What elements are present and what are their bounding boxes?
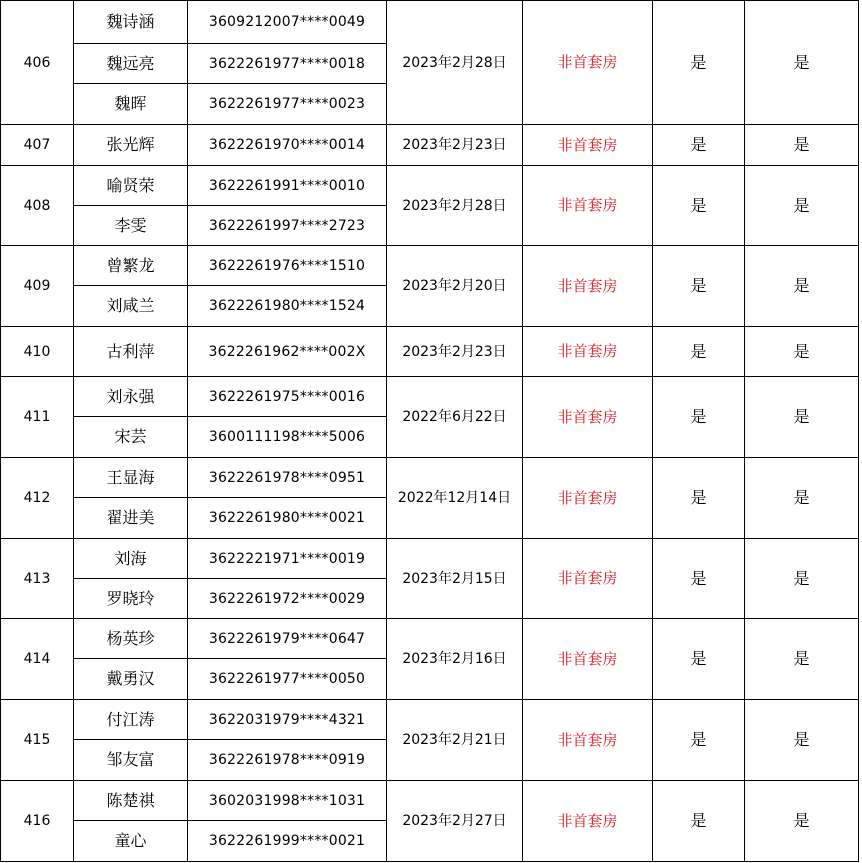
id-number: 3622261970****0014 [188, 125, 387, 166]
housing-type: 非首套房 [523, 327, 653, 377]
registration-date: 2023年2月28日 [387, 166, 523, 246]
housing-type: 非首套房 [523, 539, 653, 619]
id-number: 3622261978****0951 [188, 458, 387, 498]
id-number: 3622261980****1524 [188, 286, 387, 327]
condition-two: 是 [745, 377, 859, 458]
person-name: 魏晖 [74, 84, 188, 125]
person-name: 罗晓玲 [74, 579, 188, 619]
housing-type: 非首套房 [523, 619, 653, 700]
housing-type: 非首套房 [523, 458, 653, 539]
registration-date: 2022年6月22日 [387, 377, 523, 458]
person-name: 魏远亮 [74, 44, 188, 84]
housing-type: 非首套房 [523, 377, 653, 458]
person-name: 宋芸 [74, 417, 188, 458]
record-number: 408 [1, 166, 74, 246]
condition-one: 是 [653, 619, 745, 700]
table-row [1, 700, 859, 740]
condition-two: 是 [745, 327, 859, 377]
condition-two: 是 [745, 619, 859, 700]
person-name: 魏诗涵 [74, 1, 188, 44]
id-number: 3622261997****2723 [188, 206, 387, 246]
id-number: 3622221971****0019 [188, 539, 387, 579]
id-number: 3622261980****0021 [188, 498, 387, 539]
condition-two: 是 [745, 781, 859, 862]
record-number: 414 [1, 619, 74, 700]
id-number: 3622261999****0021 [188, 821, 387, 862]
housing-type: 非首套房 [523, 1, 653, 125]
housing-type: 非首套房 [523, 700, 653, 781]
person-name: 喻贤荣 [74, 166, 188, 206]
condition-two: 是 [745, 539, 859, 619]
record-number: 410 [1, 327, 74, 377]
housing-type: 非首套房 [523, 781, 653, 862]
registration-date: 2023年2月27日 [387, 781, 523, 862]
record-number: 416 [1, 781, 74, 862]
id-number: 3622261977****0050 [188, 659, 387, 700]
condition-one: 是 [653, 1, 745, 125]
table-row [1, 619, 859, 659]
record-number: 409 [1, 246, 74, 327]
person-name: 刘咸兰 [74, 286, 188, 327]
id-number: 3622261972****0029 [188, 579, 387, 619]
person-name: 邹友富 [74, 740, 188, 781]
record-number: 412 [1, 458, 74, 539]
condition-one: 是 [653, 246, 745, 327]
condition-two: 是 [745, 700, 859, 781]
table-row [1, 539, 859, 579]
registration-date: 2023年2月21日 [387, 700, 523, 781]
condition-two: 是 [745, 458, 859, 539]
person-name: 李雯 [74, 206, 188, 246]
condition-one: 是 [653, 377, 745, 458]
person-name: 张光辉 [74, 125, 188, 166]
person-name: 戴勇汉 [74, 659, 188, 700]
person-name: 曾繁龙 [74, 246, 188, 286]
id-number: 3622261962****002X [188, 327, 387, 377]
condition-two: 是 [745, 125, 859, 166]
condition-one: 是 [653, 700, 745, 781]
condition-one: 是 [653, 125, 745, 166]
table-row [1, 166, 859, 206]
condition-two: 是 [745, 166, 859, 246]
person-name: 陈楚祺 [74, 781, 188, 821]
id-number: 3622031979****4321 [188, 700, 387, 740]
registration-date: 2023年2月20日 [387, 246, 523, 327]
person-name: 杨英珍 [74, 619, 188, 659]
condition-one: 是 [653, 458, 745, 539]
id-number: 3609212007****0049 [188, 1, 387, 44]
table-row [1, 1, 859, 44]
registration-date: 2022年12月14日 [387, 458, 523, 539]
table-row [1, 377, 859, 417]
registration-date: 2023年2月28日 [387, 1, 523, 125]
registration-date: 2023年2月16日 [387, 619, 523, 700]
record-number: 415 [1, 700, 74, 781]
id-number: 3622261979****0647 [188, 619, 387, 659]
id-number: 3622261978****0919 [188, 740, 387, 781]
person-name: 童心 [74, 821, 188, 862]
housing-type: 非首套房 [523, 246, 653, 327]
registration-date: 2023年2月23日 [387, 125, 523, 166]
id-number: 3602031998****1031 [188, 781, 387, 821]
table-row [1, 781, 859, 821]
person-name: 刘永强 [74, 377, 188, 417]
condition-two: 是 [745, 246, 859, 327]
table-row [1, 125, 859, 166]
id-number: 3622261991****0010 [188, 166, 387, 206]
record-number: 411 [1, 377, 74, 458]
person-name: 翟进美 [74, 498, 188, 539]
condition-one: 是 [653, 781, 745, 862]
id-number: 3622261977****0023 [188, 84, 387, 125]
record-number: 407 [1, 125, 74, 166]
condition-two: 是 [745, 1, 859, 125]
id-number: 3622261976****1510 [188, 246, 387, 286]
record-number: 406 [1, 1, 74, 125]
registration-date: 2023年2月15日 [387, 539, 523, 619]
id-number: 3622261977****0018 [188, 44, 387, 84]
person-name: 付江涛 [74, 700, 188, 740]
person-name: 古利萍 [74, 327, 188, 377]
id-number: 3600111198****5006 [188, 417, 387, 458]
id-number: 3622261975****0016 [188, 377, 387, 417]
condition-one: 是 [653, 327, 745, 377]
registration-date: 2023年2月23日 [387, 327, 523, 377]
table-row [1, 327, 859, 377]
table-row [1, 246, 859, 286]
person-name: 王显海 [74, 458, 188, 498]
table-row [1, 458, 859, 498]
housing-type: 非首套房 [523, 166, 653, 246]
record-number: 413 [1, 539, 74, 619]
housing-type: 非首套房 [523, 125, 653, 166]
condition-one: 是 [653, 166, 745, 246]
condition-one: 是 [653, 539, 745, 619]
person-name: 刘海 [74, 539, 188, 579]
